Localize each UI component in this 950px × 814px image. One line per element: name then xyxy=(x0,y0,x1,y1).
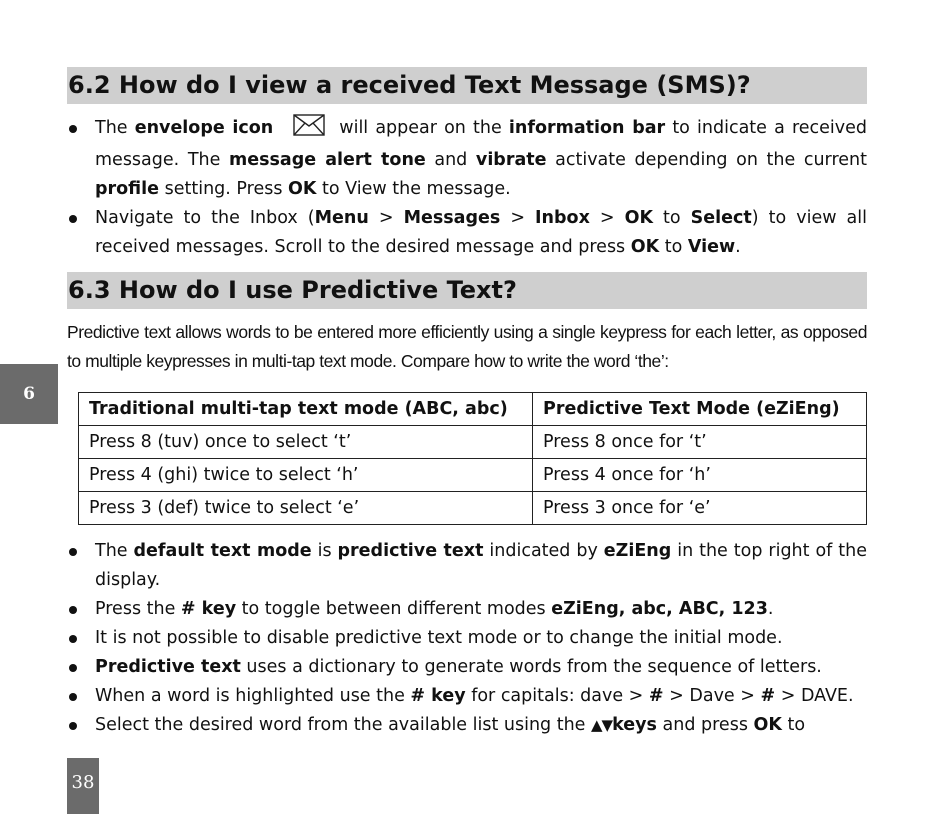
text-segment: The xyxy=(95,118,135,138)
text-segment: uses a dictionary to generate words from the sequence of letters. xyxy=(240,657,822,677)
bold-term: ▲▼ xyxy=(591,716,613,734)
section-6-3-bullet-list xyxy=(67,537,867,740)
bold-term: message alert tone xyxy=(228,150,426,170)
text-segment: to xyxy=(659,237,688,257)
text-segment: > Dave > xyxy=(663,686,761,706)
text-segment: The xyxy=(95,541,134,561)
table-header-row xyxy=(79,393,867,426)
text-segment: and press xyxy=(656,715,754,735)
bold-term: Menu xyxy=(314,208,369,228)
list-item xyxy=(67,711,867,740)
bold-term: # key xyxy=(180,599,237,619)
section-6-3-heading: 6.3 How do I use Predictive Text? xyxy=(67,272,867,309)
bold-term: # xyxy=(648,686,664,706)
bold-term: profile xyxy=(95,179,160,199)
bold-term: OK xyxy=(753,715,782,735)
bold-term: OK xyxy=(288,179,317,199)
predictive-text-intro: Predictive text allows words to be entered more efficiently using a single keypress for each letter, as opposed to multiple keypresses in multi-tap text mode. Compare how to write the word ‘the’: xyxy=(67,322,867,371)
text-segment: setting. Press xyxy=(159,179,289,199)
bullet-dot xyxy=(69,215,77,223)
list-item xyxy=(67,595,867,624)
table-header-multitap: Traditional multi-tap text mode (ABC, abc) xyxy=(79,393,533,426)
text-segment: Navigate to the Inbox ( xyxy=(95,208,315,228)
bold-term: envelope icon xyxy=(134,118,274,138)
bold-term: keys xyxy=(612,715,657,735)
table-row xyxy=(79,426,867,459)
text-segment: ) to view all received messages. Scroll to the desired message and press xyxy=(95,208,867,257)
table-cell: Press 3 once for ‘e’ xyxy=(533,492,867,525)
text-segment: will appear on the xyxy=(339,118,509,138)
list-item xyxy=(67,114,867,204)
table-cell: Press 8 (tuv) once to select ‘t’ xyxy=(79,426,533,459)
text-segment: to indicate a received message. The xyxy=(95,118,868,170)
bullet-dot xyxy=(69,548,77,556)
bold-term: Predictive text xyxy=(95,657,241,677)
text-segment: to toggle between different modes xyxy=(236,599,552,619)
list-item xyxy=(67,537,867,595)
table-cell: Press 4 (ghi) twice to select ‘h’ xyxy=(79,459,533,492)
bold-term: predictive text xyxy=(337,541,484,561)
text-segment: . xyxy=(735,237,741,257)
list-item xyxy=(67,204,867,262)
bold-term: eZiEng xyxy=(603,541,672,561)
text-segment: and xyxy=(425,150,476,170)
list-item xyxy=(67,653,867,682)
bullet-dot xyxy=(69,606,77,614)
text-segment: > DAVE. xyxy=(775,686,854,706)
bold-term: eZiEng, abc, ABC, 123 xyxy=(551,599,768,619)
bullet-dot xyxy=(69,693,77,701)
text-segment: When a word is highlighted use the xyxy=(95,686,411,706)
table-row xyxy=(79,492,867,525)
bullet-dot xyxy=(69,722,77,730)
bold-term: vibrate xyxy=(475,150,547,170)
page-number: 38 xyxy=(67,758,99,814)
bold-term: OK xyxy=(624,208,654,228)
text-segment: Select the desired word from the available list using the xyxy=(95,715,592,735)
bullet-dot xyxy=(69,664,77,672)
text-segment: It is not possible to disable predictive text mode or to change the initial mode. xyxy=(95,628,783,648)
text-segment: Press the xyxy=(95,599,181,619)
bold-term: information bar xyxy=(508,118,666,138)
list-item xyxy=(67,624,867,653)
text-segment: > xyxy=(500,208,536,228)
section-6-2-bullet-list xyxy=(67,114,867,262)
table-header-predictive: Predictive Text Mode (eZiEng) xyxy=(533,393,867,426)
table-row xyxy=(79,459,867,492)
text-segment: to xyxy=(653,208,691,228)
list-item xyxy=(67,682,867,711)
text-segment: . xyxy=(767,599,774,619)
text-segment: activate depending on the current xyxy=(546,150,867,170)
bold-term: Inbox xyxy=(535,208,590,228)
bold-term: # key xyxy=(410,686,466,706)
table-cell: Press 4 once for ‘h’ xyxy=(533,459,867,492)
bold-term: Select xyxy=(690,208,752,228)
bold-term: # xyxy=(760,686,776,706)
text-segment: in the top right of the display. xyxy=(95,541,867,590)
chapter-tab: 6 xyxy=(0,364,58,424)
text-segment: to xyxy=(781,715,806,735)
text-segment: indicated by xyxy=(483,541,604,561)
envelope-icon xyxy=(293,114,325,146)
text-segment: > xyxy=(368,208,404,228)
bold-term: OK xyxy=(630,237,660,257)
text-mode-comparison-table xyxy=(78,392,867,525)
bullet-dot xyxy=(69,635,77,643)
bullet-dot xyxy=(69,125,77,133)
table-cell: Press 8 once for ‘t’ xyxy=(533,426,867,459)
section-6-2-heading: 6.2 How do I view a received Text Message (SMS)? xyxy=(67,67,867,104)
text-segment: for capitals: dave > xyxy=(465,686,649,706)
text-segment: to View the message. xyxy=(316,179,511,199)
bold-term: Messages xyxy=(403,208,501,228)
bold-term: default text mode xyxy=(133,541,312,561)
bold-term: View xyxy=(687,237,736,257)
table-cell: Press 3 (def) twice to select ‘e’ xyxy=(79,492,533,525)
text-segment: is xyxy=(311,541,338,561)
text-segment: > xyxy=(589,208,625,228)
